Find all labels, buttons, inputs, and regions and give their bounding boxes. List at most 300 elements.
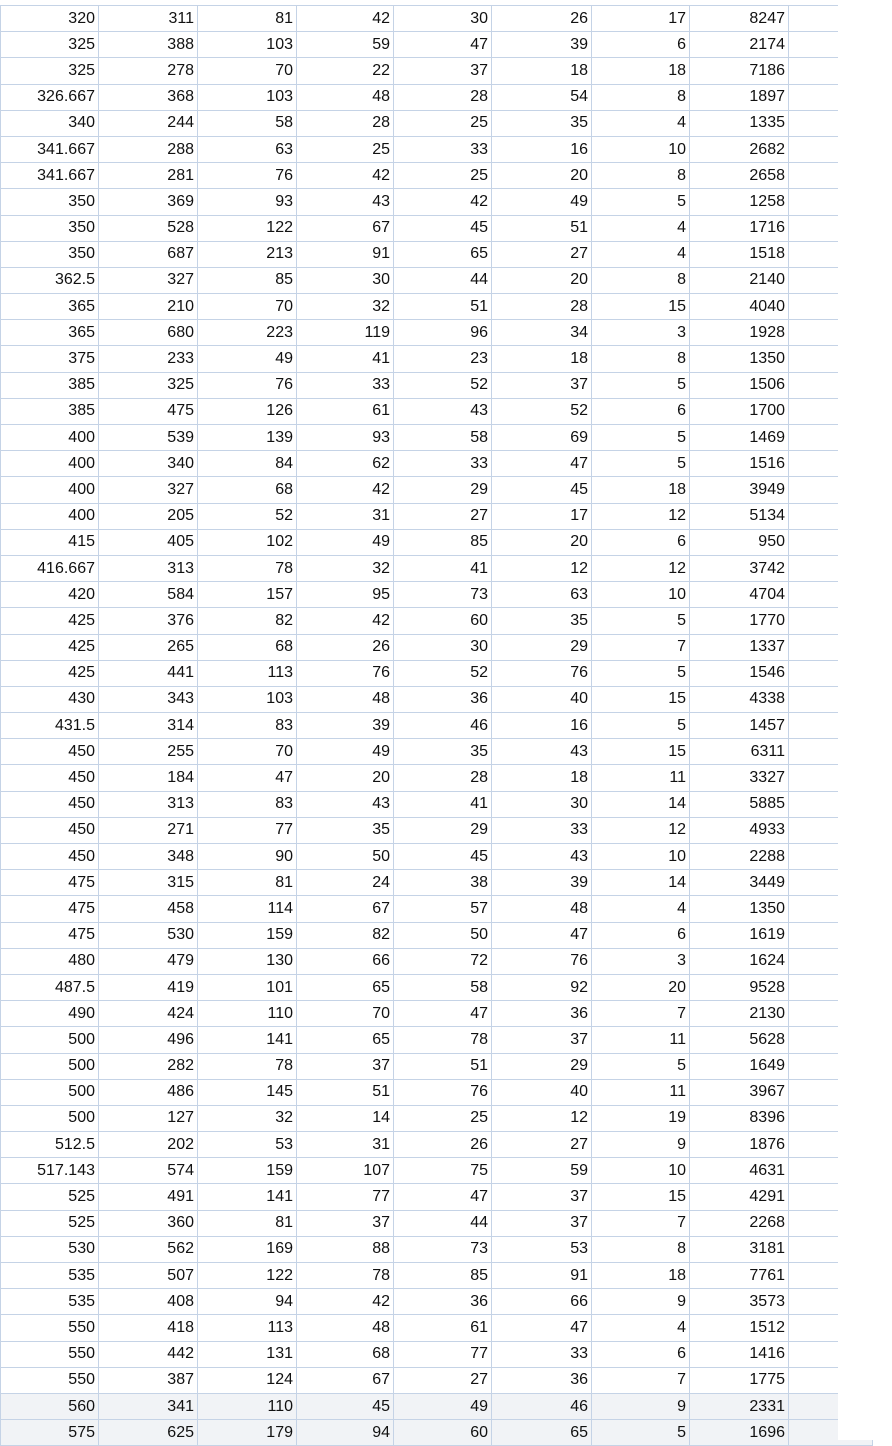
cell-col-7[interactable]: 7 — [592, 1001, 690, 1027]
cell-col-6[interactable]: 29 — [492, 1053, 592, 1079]
cell-col-2[interactable]: 687 — [99, 241, 198, 267]
cell-col-3[interactable]: 122 — [198, 1263, 297, 1289]
cell-col-1[interactable]: 341.667 — [1, 163, 99, 189]
cell-col-6[interactable]: 47 — [492, 922, 592, 948]
cell-col-2[interactable]: 313 — [99, 791, 198, 817]
cell-col-4[interactable]: 51 — [297, 1079, 394, 1105]
cell-col-2[interactable]: 418 — [99, 1315, 198, 1341]
cell-col-5[interactable]: 30 — [394, 6, 492, 32]
cell-col-8[interactable]: 1350 — [690, 896, 789, 922]
cell-col-5[interactable]: 47 — [394, 32, 492, 58]
cell-col-7[interactable]: 12 — [592, 503, 690, 529]
cell-col-3[interactable]: 68 — [198, 477, 297, 503]
cell-col-7[interactable]: 3 — [592, 320, 690, 346]
cell-col-8[interactable]: 8396 — [690, 1105, 789, 1131]
cell-col-3[interactable]: 141 — [198, 1184, 297, 1210]
cell-col-1[interactable]: 525 — [1, 1210, 99, 1236]
cell-col-4[interactable]: 42 — [297, 163, 394, 189]
cell-col-7[interactable]: 8 — [592, 267, 690, 293]
cell-col-5[interactable]: 36 — [394, 1289, 492, 1315]
cell-col-2[interactable]: 210 — [99, 294, 198, 320]
cell-col-8[interactable]: 2174 — [690, 32, 789, 58]
cell-col-8[interactable]: 9528 — [690, 974, 789, 1000]
cell-col-1[interactable]: 420 — [1, 582, 99, 608]
cell-col-2[interactable]: 348 — [99, 844, 198, 870]
cell-col-8[interactable]: 2682 — [690, 136, 789, 162]
cell-col-4[interactable]: 67 — [297, 1367, 394, 1393]
cell-col-6[interactable]: 27 — [492, 1132, 592, 1158]
cell-col-1[interactable]: 430 — [1, 686, 99, 712]
cell-col-6[interactable]: 26 — [492, 6, 592, 32]
cell-col-8[interactable]: 1775 — [690, 1367, 789, 1393]
cell-col-6[interactable]: 54 — [492, 84, 592, 110]
cell-col-1[interactable]: 325 — [1, 58, 99, 84]
cell-col-1[interactable]: 535 — [1, 1263, 99, 1289]
cell-col-7[interactable]: 18 — [592, 477, 690, 503]
cell-col-8[interactable]: 8247 — [690, 6, 789, 32]
cell-col-4[interactable]: 26 — [297, 634, 394, 660]
cell-col-7[interactable]: 14 — [592, 791, 690, 817]
cell-col-4[interactable]: 95 — [297, 582, 394, 608]
cell-col-3[interactable]: 179 — [198, 1420, 297, 1446]
cell-col-1[interactable]: 480 — [1, 948, 99, 974]
cell-col-4[interactable]: 50 — [297, 844, 394, 870]
cell-col-4[interactable]: 37 — [297, 1210, 394, 1236]
cell-col-4[interactable]: 49 — [297, 529, 394, 555]
cell-col-6[interactable]: 43 — [492, 739, 592, 765]
cell-col-2[interactable]: 387 — [99, 1367, 198, 1393]
cell-col-3[interactable]: 63 — [198, 136, 297, 162]
cell-col-1[interactable]: 400 — [1, 451, 99, 477]
cell-col-2[interactable]: 271 — [99, 817, 198, 843]
cell-col-4[interactable]: 107 — [297, 1158, 394, 1184]
cell-col-6[interactable]: 16 — [492, 136, 592, 162]
cell-col-2[interactable]: 288 — [99, 136, 198, 162]
cell-col-6[interactable]: 27 — [492, 241, 592, 267]
cell-col-2[interactable]: 625 — [99, 1420, 198, 1446]
cell-col-2[interactable]: 327 — [99, 477, 198, 503]
cell-col-4[interactable]: 77 — [297, 1184, 394, 1210]
cell-col-2[interactable]: 313 — [99, 555, 198, 581]
cell-col-2[interactable]: 408 — [99, 1289, 198, 1315]
cell-col-1[interactable]: 350 — [1, 215, 99, 241]
cell-col-6[interactable]: 52 — [492, 398, 592, 424]
cell-col-1[interactable]: 575 — [1, 1420, 99, 1446]
cell-col-1[interactable]: 362.5 — [1, 267, 99, 293]
cell-col-3[interactable]: 141 — [198, 1027, 297, 1053]
cell-col-5[interactable]: 72 — [394, 948, 492, 974]
cell-col-8[interactable]: 4631 — [690, 1158, 789, 1184]
cell-col-3[interactable]: 68 — [198, 634, 297, 660]
cell-col-1[interactable]: 320 — [1, 6, 99, 32]
cell-col-1[interactable]: 425 — [1, 634, 99, 660]
cell-col-6[interactable]: 16 — [492, 713, 592, 739]
cell-col-3[interactable]: 76 — [198, 372, 297, 398]
cell-col-3[interactable]: 101 — [198, 974, 297, 1000]
cell-col-2[interactable]: 360 — [99, 1210, 198, 1236]
cell-col-3[interactable]: 223 — [198, 320, 297, 346]
cell-col-5[interactable]: 38 — [394, 870, 492, 896]
cell-col-5[interactable]: 47 — [394, 1001, 492, 1027]
cell-col-2[interactable]: 278 — [99, 58, 198, 84]
cell-col-1[interactable]: 341.667 — [1, 136, 99, 162]
cell-col-3[interactable]: 93 — [198, 189, 297, 215]
cell-col-7[interactable]: 19 — [592, 1105, 690, 1131]
cell-col-6[interactable]: 37 — [492, 1210, 592, 1236]
cell-col-8[interactable]: 5885 — [690, 791, 789, 817]
cell-col-7[interactable]: 5 — [592, 1053, 690, 1079]
cell-col-8[interactable]: 3573 — [690, 1289, 789, 1315]
cell-col-2[interactable]: 419 — [99, 974, 198, 1000]
cell-col-5[interactable]: 29 — [394, 477, 492, 503]
cell-col-3[interactable]: 94 — [198, 1289, 297, 1315]
cell-col-1[interactable]: 550 — [1, 1315, 99, 1341]
cell-col-3[interactable]: 84 — [198, 451, 297, 477]
cell-col-6[interactable]: 92 — [492, 974, 592, 1000]
cell-col-6[interactable]: 34 — [492, 320, 592, 346]
cell-col-2[interactable]: 244 — [99, 110, 198, 136]
cell-col-8[interactable]: 1350 — [690, 346, 789, 372]
cell-col-4[interactable]: 49 — [297, 739, 394, 765]
cell-col-5[interactable]: 37 — [394, 58, 492, 84]
cell-col-8[interactable]: 1546 — [690, 660, 789, 686]
cell-col-4[interactable]: 37 — [297, 1053, 394, 1079]
cell-col-6[interactable]: 63 — [492, 582, 592, 608]
cell-col-2[interactable]: 265 — [99, 634, 198, 660]
cell-col-6[interactable]: 40 — [492, 1079, 592, 1105]
cell-col-7[interactable]: 17 — [592, 6, 690, 32]
cell-col-7[interactable]: 6 — [592, 922, 690, 948]
cell-col-5[interactable]: 85 — [394, 1263, 492, 1289]
cell-col-7[interactable]: 7 — [592, 634, 690, 660]
cell-col-4[interactable]: 62 — [297, 451, 394, 477]
cell-col-1[interactable]: 550 — [1, 1367, 99, 1393]
cell-col-3[interactable]: 81 — [198, 1210, 297, 1236]
cell-col-4[interactable]: 35 — [297, 817, 394, 843]
cell-col-7[interactable]: 4 — [592, 241, 690, 267]
cell-col-8[interactable]: 1518 — [690, 241, 789, 267]
cell-col-3[interactable]: 113 — [198, 660, 297, 686]
cell-col-8[interactable]: 2288 — [690, 844, 789, 870]
cell-col-2[interactable]: 562 — [99, 1236, 198, 1262]
cell-col-1[interactable]: 500 — [1, 1079, 99, 1105]
cell-col-6[interactable]: 76 — [492, 948, 592, 974]
cell-col-1[interactable]: 450 — [1, 791, 99, 817]
cell-col-3[interactable]: 77 — [198, 817, 297, 843]
cell-col-3[interactable]: 213 — [198, 241, 297, 267]
cell-col-3[interactable]: 145 — [198, 1079, 297, 1105]
cell-col-2[interactable]: 127 — [99, 1105, 198, 1131]
cell-col-2[interactable]: 441 — [99, 660, 198, 686]
cell-col-6[interactable]: 35 — [492, 110, 592, 136]
cell-col-8[interactable]: 1337 — [690, 634, 789, 660]
cell-col-1[interactable]: 431.5 — [1, 713, 99, 739]
cell-col-4[interactable]: 42 — [297, 477, 394, 503]
cell-col-7[interactable]: 7 — [592, 1210, 690, 1236]
cell-col-8[interactable]: 1770 — [690, 608, 789, 634]
cell-col-2[interactable]: 491 — [99, 1184, 198, 1210]
cell-col-4[interactable]: 43 — [297, 791, 394, 817]
cell-col-8[interactable]: 1335 — [690, 110, 789, 136]
cell-col-6[interactable]: 45 — [492, 477, 592, 503]
cell-col-4[interactable]: 48 — [297, 84, 394, 110]
cell-col-6[interactable]: 39 — [492, 32, 592, 58]
cell-col-5[interactable]: 60 — [394, 1420, 492, 1446]
cell-col-4[interactable]: 43 — [297, 189, 394, 215]
cell-col-8[interactable]: 1876 — [690, 1132, 789, 1158]
cell-col-1[interactable]: 340 — [1, 110, 99, 136]
cell-col-1[interactable]: 500 — [1, 1105, 99, 1131]
cell-col-6[interactable]: 59 — [492, 1158, 592, 1184]
cell-col-4[interactable]: 119 — [297, 320, 394, 346]
cell-col-6[interactable]: 37 — [492, 1184, 592, 1210]
cell-col-2[interactable]: 424 — [99, 1001, 198, 1027]
cell-col-1[interactable]: 550 — [1, 1341, 99, 1367]
cell-col-6[interactable]: 18 — [492, 346, 592, 372]
cell-col-5[interactable]: 47 — [394, 1184, 492, 1210]
cell-col-4[interactable]: 42 — [297, 6, 394, 32]
cell-col-3[interactable]: 131 — [198, 1341, 297, 1367]
cell-col-3[interactable]: 103 — [198, 32, 297, 58]
cell-col-5[interactable]: 45 — [394, 844, 492, 870]
cell-col-7[interactable]: 8 — [592, 84, 690, 110]
cell-col-3[interactable]: 81 — [198, 6, 297, 32]
cell-col-3[interactable]: 53 — [198, 1132, 297, 1158]
cell-col-1[interactable]: 385 — [1, 372, 99, 398]
cell-col-3[interactable]: 124 — [198, 1367, 297, 1393]
cell-col-7[interactable]: 5 — [592, 660, 690, 686]
cell-col-1[interactable]: 560 — [1, 1393, 99, 1419]
cell-col-8[interactable]: 1506 — [690, 372, 789, 398]
cell-col-8[interactable]: 6311 — [690, 739, 789, 765]
cell-col-8[interactable]: 4338 — [690, 686, 789, 712]
spreadsheet-grid[interactable] — [0, 5, 838, 1446]
cell-col-7[interactable]: 11 — [592, 765, 690, 791]
cell-col-1[interactable]: 517.143 — [1, 1158, 99, 1184]
cell-col-1[interactable]: 500 — [1, 1053, 99, 1079]
cell-col-2[interactable]: 539 — [99, 425, 198, 451]
cell-col-2[interactable]: 255 — [99, 739, 198, 765]
cell-col-8[interactable]: 3949 — [690, 477, 789, 503]
cell-col-6[interactable]: 33 — [492, 1341, 592, 1367]
cell-col-3[interactable]: 52 — [198, 503, 297, 529]
cell-col-5[interactable]: 42 — [394, 189, 492, 215]
cell-col-2[interactable]: 202 — [99, 1132, 198, 1158]
cell-col-3[interactable]: 157 — [198, 582, 297, 608]
cell-col-5[interactable]: 44 — [394, 267, 492, 293]
cell-col-6[interactable]: 43 — [492, 844, 592, 870]
cell-col-3[interactable]: 113 — [198, 1315, 297, 1341]
cell-col-1[interactable]: 415 — [1, 529, 99, 555]
cell-col-6[interactable]: 48 — [492, 896, 592, 922]
cell-col-1[interactable]: 450 — [1, 739, 99, 765]
cell-col-8[interactable]: 2140 — [690, 267, 789, 293]
cell-col-4[interactable]: 39 — [297, 713, 394, 739]
cell-col-2[interactable]: 458 — [99, 896, 198, 922]
cell-col-1[interactable]: 365 — [1, 294, 99, 320]
cell-col-6[interactable]: 18 — [492, 58, 592, 84]
cell-col-5[interactable]: 25 — [394, 1105, 492, 1131]
cell-col-5[interactable]: 28 — [394, 84, 492, 110]
cell-col-1[interactable]: 525 — [1, 1184, 99, 1210]
cell-col-7[interactable]: 4 — [592, 215, 690, 241]
cell-col-7[interactable]: 3 — [592, 948, 690, 974]
cell-col-4[interactable]: 61 — [297, 398, 394, 424]
cell-col-5[interactable]: 27 — [394, 503, 492, 529]
cell-col-2[interactable]: 584 — [99, 582, 198, 608]
cell-col-5[interactable]: 23 — [394, 346, 492, 372]
cell-col-5[interactable]: 27 — [394, 1367, 492, 1393]
cell-col-1[interactable]: 512.5 — [1, 1132, 99, 1158]
cell-col-5[interactable]: 52 — [394, 660, 492, 686]
cell-col-3[interactable]: 159 — [198, 922, 297, 948]
cell-col-3[interactable]: 78 — [198, 1053, 297, 1079]
cell-col-6[interactable]: 20 — [492, 267, 592, 293]
cell-col-1[interactable]: 385 — [1, 398, 99, 424]
cell-col-5[interactable]: 51 — [394, 1053, 492, 1079]
cell-col-4[interactable]: 67 — [297, 215, 394, 241]
cell-col-5[interactable]: 29 — [394, 817, 492, 843]
cell-col-8[interactable]: 1469 — [690, 425, 789, 451]
cell-col-1[interactable]: 450 — [1, 844, 99, 870]
cell-col-2[interactable]: 368 — [99, 84, 198, 110]
cell-col-2[interactable]: 369 — [99, 189, 198, 215]
cell-col-7[interactable]: 11 — [592, 1027, 690, 1053]
cell-col-3[interactable]: 32 — [198, 1105, 297, 1131]
cell-col-8[interactable]: 2268 — [690, 1210, 789, 1236]
cell-col-1[interactable]: 400 — [1, 425, 99, 451]
cell-col-6[interactable]: 37 — [492, 1027, 592, 1053]
cell-col-7[interactable]: 8 — [592, 346, 690, 372]
cell-col-5[interactable]: 61 — [394, 1315, 492, 1341]
cell-col-4[interactable]: 67 — [297, 896, 394, 922]
cell-col-6[interactable]: 12 — [492, 1105, 592, 1131]
cell-col-5[interactable]: 57 — [394, 896, 492, 922]
cell-col-4[interactable]: 24 — [297, 870, 394, 896]
cell-col-7[interactable]: 15 — [592, 686, 690, 712]
cell-col-7[interactable]: 5 — [592, 425, 690, 451]
cell-col-1[interactable]: 365 — [1, 320, 99, 346]
cell-col-8[interactable]: 1624 — [690, 948, 789, 974]
cell-col-1[interactable]: 475 — [1, 922, 99, 948]
cell-col-2[interactable]: 442 — [99, 1341, 198, 1367]
cell-col-5[interactable]: 33 — [394, 136, 492, 162]
cell-col-6[interactable]: 37 — [492, 372, 592, 398]
cell-col-3[interactable]: 82 — [198, 608, 297, 634]
cell-col-6[interactable]: 39 — [492, 870, 592, 896]
cell-col-4[interactable]: 82 — [297, 922, 394, 948]
cell-col-7[interactable]: 8 — [592, 163, 690, 189]
cell-col-3[interactable]: 102 — [198, 529, 297, 555]
cell-col-8[interactable]: 1649 — [690, 1053, 789, 1079]
cell-col-4[interactable]: 41 — [297, 346, 394, 372]
cell-col-4[interactable]: 66 — [297, 948, 394, 974]
cell-col-3[interactable]: 76 — [198, 163, 297, 189]
cell-col-8[interactable]: 4291 — [690, 1184, 789, 1210]
cell-col-7[interactable]: 15 — [592, 294, 690, 320]
cell-col-5[interactable]: 50 — [394, 922, 492, 948]
cell-col-6[interactable]: 17 — [492, 503, 592, 529]
cell-col-2[interactable]: 496 — [99, 1027, 198, 1053]
cell-col-3[interactable]: 83 — [198, 791, 297, 817]
cell-col-7[interactable]: 7 — [592, 1367, 690, 1393]
cell-col-4[interactable]: 94 — [297, 1420, 394, 1446]
cell-col-4[interactable]: 65 — [297, 974, 394, 1000]
cell-col-6[interactable]: 33 — [492, 817, 592, 843]
cell-col-6[interactable]: 18 — [492, 765, 592, 791]
cell-col-2[interactable]: 343 — [99, 686, 198, 712]
cell-col-8[interactable]: 1619 — [690, 922, 789, 948]
cell-col-5[interactable]: 30 — [394, 634, 492, 660]
cell-col-6[interactable]: 35 — [492, 608, 592, 634]
cell-col-5[interactable]: 77 — [394, 1341, 492, 1367]
cell-col-8[interactable]: 2130 — [690, 1001, 789, 1027]
cell-col-1[interactable]: 326.667 — [1, 84, 99, 110]
cell-col-5[interactable]: 75 — [394, 1158, 492, 1184]
cell-col-6[interactable]: 47 — [492, 451, 592, 477]
cell-col-1[interactable]: 535 — [1, 1289, 99, 1315]
cell-col-7[interactable]: 6 — [592, 32, 690, 58]
cell-col-8[interactable]: 3967 — [690, 1079, 789, 1105]
cell-col-8[interactable]: 1700 — [690, 398, 789, 424]
cell-col-6[interactable]: 65 — [492, 1420, 592, 1446]
cell-col-7[interactable]: 10 — [592, 844, 690, 870]
cell-col-3[interactable]: 126 — [198, 398, 297, 424]
cell-col-2[interactable]: 475 — [99, 398, 198, 424]
cell-col-4[interactable]: 48 — [297, 686, 394, 712]
cell-col-8[interactable]: 950 — [690, 529, 789, 555]
cell-col-2[interactable]: 315 — [99, 870, 198, 896]
cell-col-5[interactable]: 44 — [394, 1210, 492, 1236]
cell-col-2[interactable]: 325 — [99, 372, 198, 398]
cell-col-8[interactable]: 2658 — [690, 163, 789, 189]
cell-col-5[interactable]: 96 — [394, 320, 492, 346]
cell-col-6[interactable]: 47 — [492, 1315, 592, 1341]
cell-col-6[interactable]: 69 — [492, 425, 592, 451]
cell-col-8[interactable]: 2331 — [690, 1393, 789, 1419]
cell-col-5[interactable]: 49 — [394, 1393, 492, 1419]
cell-col-4[interactable]: 33 — [297, 372, 394, 398]
cell-col-5[interactable]: 45 — [394, 215, 492, 241]
cell-col-4[interactable]: 59 — [297, 32, 394, 58]
cell-col-7[interactable]: 12 — [592, 817, 690, 843]
cell-col-1[interactable]: 475 — [1, 870, 99, 896]
cell-col-5[interactable]: 41 — [394, 555, 492, 581]
cell-col-2[interactable]: 311 — [99, 6, 198, 32]
cell-col-8[interactable]: 3181 — [690, 1236, 789, 1262]
cell-col-7[interactable]: 6 — [592, 529, 690, 555]
cell-col-7[interactable]: 18 — [592, 58, 690, 84]
cell-col-6[interactable]: 28 — [492, 294, 592, 320]
cell-col-4[interactable]: 45 — [297, 1393, 394, 1419]
cell-col-2[interactable]: 281 — [99, 163, 198, 189]
cell-col-2[interactable]: 205 — [99, 503, 198, 529]
cell-col-6[interactable]: 40 — [492, 686, 592, 712]
cell-col-2[interactable]: 327 — [99, 267, 198, 293]
cell-col-1[interactable]: 490 — [1, 1001, 99, 1027]
cell-col-3[interactable]: 110 — [198, 1001, 297, 1027]
cell-col-2[interactable]: 233 — [99, 346, 198, 372]
cell-col-4[interactable]: 68 — [297, 1341, 394, 1367]
cell-col-5[interactable]: 51 — [394, 294, 492, 320]
cell-col-2[interactable]: 680 — [99, 320, 198, 346]
cell-col-2[interactable]: 184 — [99, 765, 198, 791]
cell-col-4[interactable]: 48 — [297, 1315, 394, 1341]
cell-col-6[interactable]: 20 — [492, 163, 592, 189]
cell-col-4[interactable]: 76 — [297, 660, 394, 686]
cell-col-7[interactable]: 15 — [592, 739, 690, 765]
cell-col-2[interactable]: 486 — [99, 1079, 198, 1105]
